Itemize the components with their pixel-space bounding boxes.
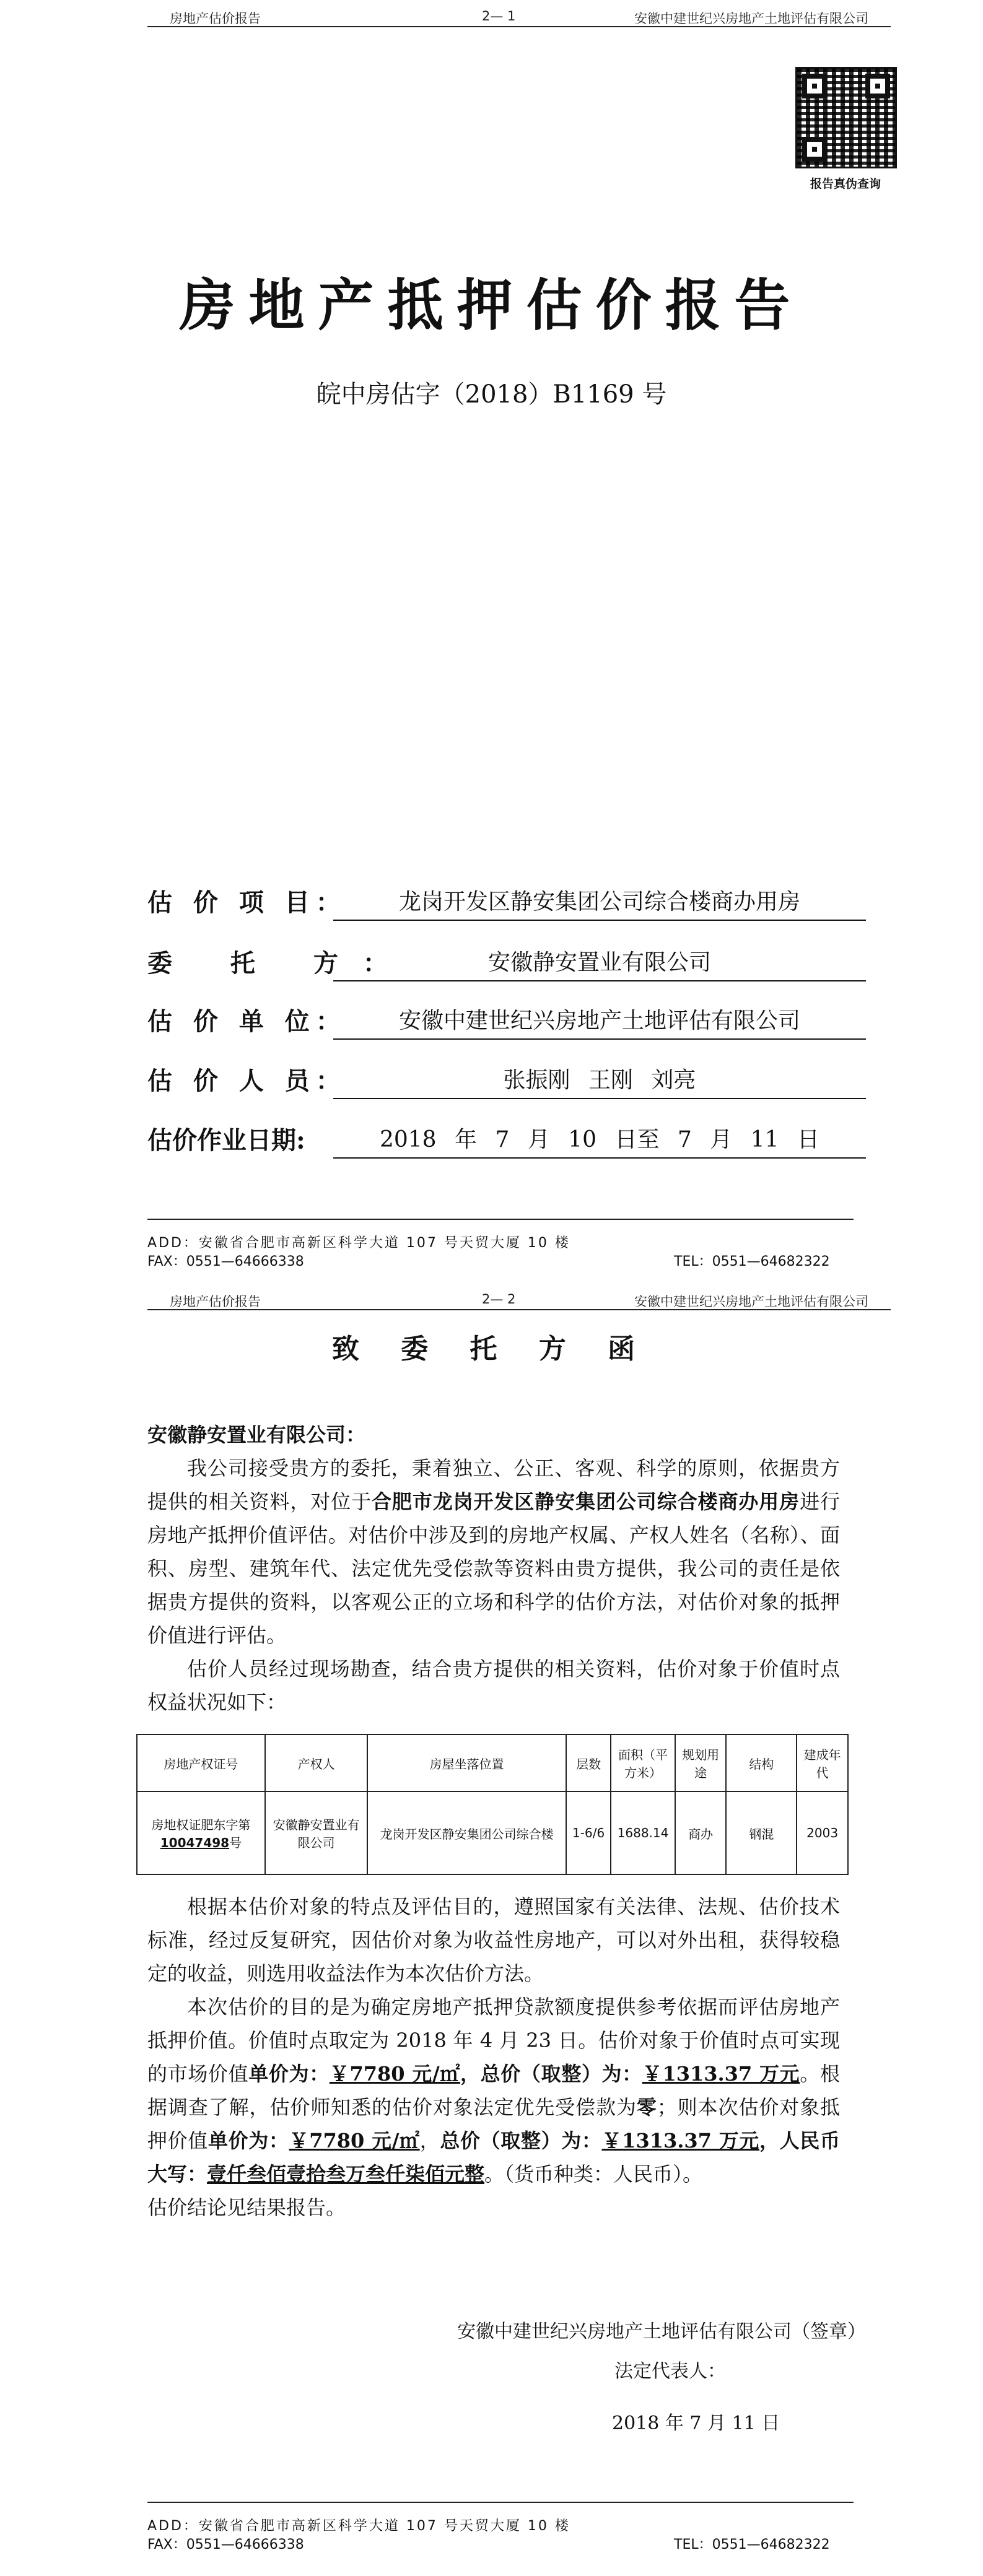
footer-address: ADD：安徽省合肥市高新区科学大道 107 号天贸大厦 10 楼 xyxy=(147,1235,570,1251)
footer-rule xyxy=(147,1219,854,1220)
table-row xyxy=(137,1791,848,1874)
footer-tel: TEL：0551—64682322 xyxy=(674,1254,830,1269)
info-label: 估 价 人 员： xyxy=(147,1066,347,1095)
cell-cert-number: 房地权证肥东字第 10047498号 xyxy=(137,1791,265,1874)
info-value: 张振刚 王刚 刘亮 xyxy=(333,1063,866,1099)
info-label: 估 价 单 位： xyxy=(147,1007,347,1036)
running-header xyxy=(147,6,891,27)
info-value: 2018 年 7 月 10 日至 7 月 11 日 xyxy=(333,1122,866,1159)
info-value: 安徽中建世纪兴房地产土地评估有限公司 xyxy=(333,1003,866,1040)
header-left: 房地产估价报告 xyxy=(170,1294,261,1309)
letter-paragraph-3: 根据本估价对象的特点及评估目的，遵照国家有关法律、法规、估价技术标准，经过反复研究，因估价对象为收益性房地产，可以对外出租，获得较稳定的收益，则选用收益法作为本次估价方法。 xyxy=(147,1895,840,1985)
info-value: 安徽静安置业有限公司 xyxy=(333,945,866,981)
letter-salutation: 安徽静安置业有限公司： xyxy=(147,1423,366,1447)
info-row-appraiser-firm xyxy=(147,998,866,1035)
cover-page xyxy=(0,0,983,1283)
signature-company: 安徽中建世纪兴房地产土地评估有限公司（签章） xyxy=(457,2321,866,2343)
info-row-client xyxy=(147,940,866,977)
letter-paragraph-2: 估价人员经过现场勘查，结合贵方提供的相关资料，估价对象于价值时点权益状况如下： xyxy=(147,1657,840,1714)
cell-use: 商办 xyxy=(675,1791,727,1874)
cell-floors: 1-6/6 xyxy=(566,1791,611,1874)
header-rule xyxy=(147,1309,891,1310)
table-header-cell: 层数 xyxy=(566,1734,611,1791)
table-header-cell: 产权人 xyxy=(265,1734,367,1791)
footer-rule xyxy=(147,2502,854,2503)
info-row-work-date xyxy=(147,1117,866,1154)
table-header-cell: 面积（平方米） xyxy=(611,1734,675,1791)
qr-caption: 报告真伪查询 xyxy=(810,177,881,191)
page-footer xyxy=(147,2502,891,2576)
letter-body-top xyxy=(147,1418,840,1719)
signature-date: 2018 年 7 月 11 日 xyxy=(612,2413,780,2434)
letter-title: 致 委 托 方 函 xyxy=(331,1333,652,1365)
header-page-number: 2— 1 xyxy=(482,9,516,24)
cell-area: 1688.14 xyxy=(611,1791,675,1874)
signature-representative: 法定代表人： xyxy=(614,2361,726,2382)
letter-page xyxy=(0,1283,983,2566)
info-row-project xyxy=(147,879,866,916)
header-rule xyxy=(147,26,891,27)
letter-paragraph-1: 我公司接受贵方的委托，秉着独立、公正、客观、科学的原则，依据贵方提供的相关资料，对位于合肥市龙岗开发区静安集团公司综合楼商办用房进行房地产抵押价值评估。对估价中涉及到的房地产权属、产权人姓名（名称）、面积、房型、建筑年代、法定优先受偿款等资料由贵方提供，我公司的责任是依据贵方提供的资料，以客观公正的立场和科学的估价方法，对估价对象的抵押价值进行评估。 xyxy=(147,1456,840,1647)
report-ref-number: 皖中房估字（2018）B1169 号 xyxy=(316,380,667,409)
footer-fax: FAX：0551—64666338 xyxy=(147,2537,304,2552)
info-label: 委 托 方： xyxy=(147,949,413,978)
cell-owner: 安徽静安置业有限公司 xyxy=(265,1791,367,1874)
cell-structure: 钢混 xyxy=(726,1791,797,1874)
info-label: 估 价 项 目： xyxy=(147,888,347,917)
info-label: 估价作业日期: xyxy=(147,1126,305,1155)
info-value: 龙岗开发区静安集团公司综合楼商办用房 xyxy=(333,884,866,921)
table-header-cell: 房屋坐落位置 xyxy=(367,1734,566,1791)
table-header-cell: 房地产权证号 xyxy=(137,1734,265,1791)
report-title: 房地产抵押估价报告 xyxy=(179,272,804,338)
letter-body-bottom xyxy=(147,1890,840,2224)
table-header-row xyxy=(137,1734,848,1791)
header-page-number: 2— 2 xyxy=(482,1292,516,1307)
letter-paragraph-5: 估价结论见结果报告。 xyxy=(147,2196,346,2219)
running-header xyxy=(147,1289,891,1310)
property-table xyxy=(136,1734,849,1875)
header-left: 房地产估价报告 xyxy=(170,11,261,26)
letter-paragraph-4: 本次估价的目的是为确定房地产抵押贷款额度提供参考依据而评估房地产抵押价值。价值时点取定为 2018 年 4 月 23 日。估价对象于价值时点可实现的市场价值单价为：￥7780 元/㎡，总价（取整）为：￥1313.37 万元。根据调查了解，估价师知悉的估价对象法定优先受偿款为零；则本次估价对象抵押价值单价为：￥7780 元/㎡，总价（取整）为：￥1313.37 万元，人民币大写：壹仟叁佰壹拾叁万叁仟柒佰元整。（货币种类：人民币）。 xyxy=(147,1995,840,2186)
table-header-cell: 建成年代 xyxy=(797,1734,848,1791)
cell-year: 2003 xyxy=(797,1791,848,1874)
page-footer xyxy=(147,1219,891,1293)
header-right: 安徽中建世纪兴房地产土地评估有限公司 xyxy=(634,11,868,26)
qr-code-icon[interactable] xyxy=(795,67,897,168)
footer-tel: TEL：0551—64682322 xyxy=(674,2537,830,2552)
header-right: 安徽中建世纪兴房地产土地评估有限公司 xyxy=(634,1294,868,1309)
info-row-appraisers xyxy=(147,1058,866,1095)
table-header-cell: 结构 xyxy=(726,1734,797,1791)
footer-address: ADD：安徽省合肥市高新区科学大道 107 号天贸大厦 10 楼 xyxy=(147,2518,570,2534)
cell-location: 龙岗开发区静安集团公司综合楼 xyxy=(367,1791,566,1874)
table-header-cell: 规划用途 xyxy=(675,1734,727,1791)
footer-fax: FAX：0551—64666338 xyxy=(147,1254,304,1269)
